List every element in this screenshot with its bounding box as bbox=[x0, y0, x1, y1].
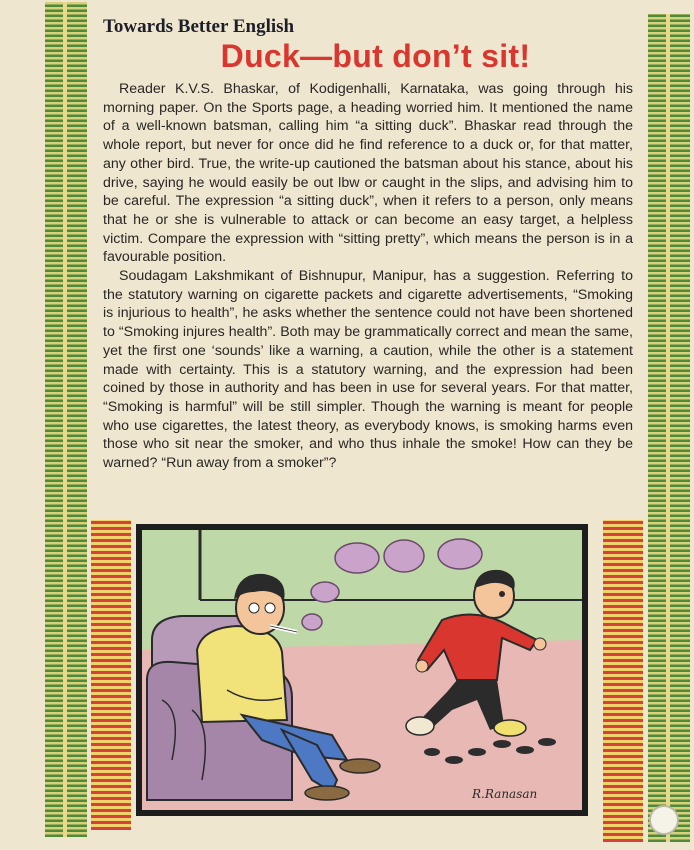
corner-logo bbox=[649, 805, 679, 835]
series-title: Towards Better English bbox=[103, 16, 295, 37]
right-decorative-border bbox=[648, 14, 690, 842]
right-red-stripe bbox=[603, 520, 643, 842]
cartoon-drawing bbox=[142, 530, 582, 810]
article-headline: Duck—but don’t sit! bbox=[220, 38, 531, 74]
cartoon-illustration bbox=[136, 524, 588, 816]
paragraph-smoking-warning: Soudagam Lakshmikant of Bishnupur, Manipur, has a suggestion. Referring to the statutory warning on cigarette packets and cigarette advertisements, “Smoking is injurious to health”, he asks whether the sentence could not have been shortened to “Smoking injures health”. Both may be grammatically correct and mean the same, yet the first one ‘sounds’ like a warning, a caution, while the other is a statement made with certainty. This is a statutory warning, and the expression had been coined by those in authority and has been in use for several years. For that matter, “Smoking is harmful” will be still simpler. Though the warning is meant for people who use cigarettes, the latest theory, as everybody knows, is smoking harms even those who sit near the smoker, and who thus inhale the smoke! How can they be warned? “Run away from a smoker”? bbox=[103, 268, 633, 472]
left-red-stripe bbox=[91, 520, 131, 830]
article-body bbox=[103, 80, 633, 473]
left-decorative-border bbox=[45, 2, 87, 837]
cartoonist-signature: R.Ranasan bbox=[472, 787, 538, 801]
paragraph-sitting-duck: Reader K.V.S. Bhaskar, of Kodigenhalli, Karnataka, was going through his morning paper. On the Sports page, a heading worried him. It mentioned the name of a well-known batsman, calling him “a sitting duck”. Bhaskar read through the whole report, but never for once did he find reference to a duck or, for that matter, any other bird. True, the write-up cautioned the batsman about his stance, about his drive, saying he would easily be out lbw or caught in the slips, and advising him to be careful. The expression “a sitting duck”, when it refers to a person, only means that he or she is vulnerable to attack or can become an easy target, a helpless victim. Compare the expression with “sitting pretty”, which means the person is in a favourable position. bbox=[103, 81, 633, 266]
